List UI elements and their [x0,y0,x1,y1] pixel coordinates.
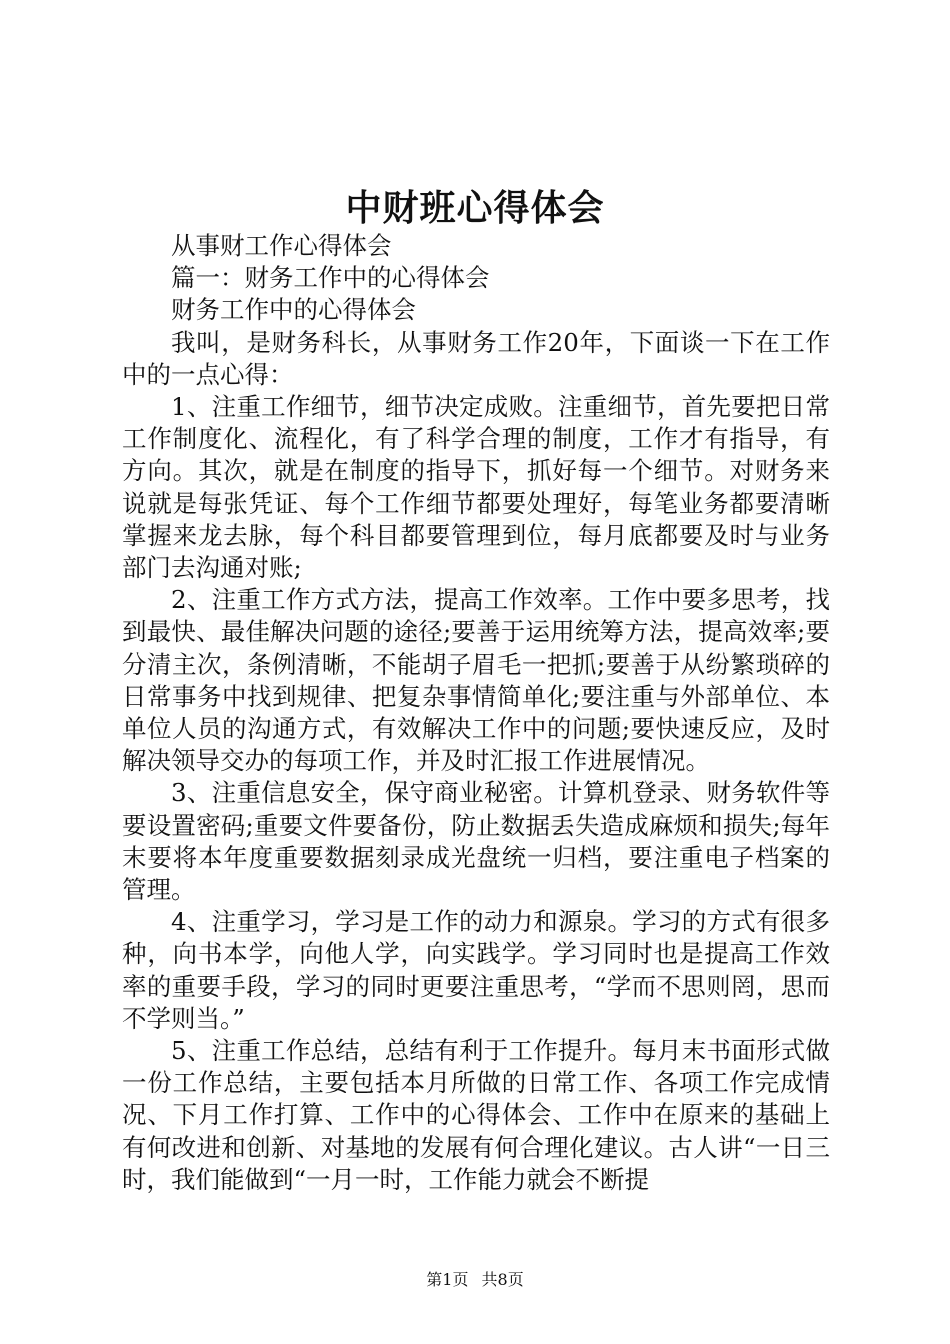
paragraph-point-3: 3、注重信息安全，保守商业秘密。计算机登录、财务软件等要设置密码;重要文件要备份，防止数据丢失造成麻烦和损失;每年末要将本年度重要数据刻录成光盘统一归档，要注重电子档案的管理。 [122,778,830,905]
page-total: 共8页 [481,1270,524,1289]
paragraph-section-heading: 篇一：财务工作中的心得体会 [171,263,490,293]
paragraph-point-2: 2、注重工作方式方法，提高工作效率。工作中要多思考，找到最快、最佳解决问题的途径;要善于运用统筹方法，提高效率;要分清主次，条例清晰，不能胡子眉毛一把抓;要善于从纷繁琐碎的日常事务中找到规律、把复杂事情简单化;要注重与外部单位、本单位人员的沟通方式，有效解决工作中的问题;要快速反应，及时解决领导交办的每项工作，并及时汇报工作进展情况。 [122,585,830,776]
paragraph-subtitle: 从事财工作心得体会 [171,231,392,260]
paragraph-intro: 我叫，是财务科长，从事财务工作20年，下面谈一下在工作中的一点心得： [122,327,830,389]
paragraph-point-1: 1、注重工作细节，细节决定成败。注重细节，首先要把日常工作制度化、流程化，有了科学合理的制度，工作才有指导，有方向。其次，就是在制度的指导下，抓好每一个细节。对财务来说就是每张凭证、每个工作细节都要处理好，每笔业务都要清晰掌握来龙去脉，每个科目都要管理到位，每月底都要及时与业务部门去沟通对账; [122,392,830,583]
paragraph-point-5: 5、注重工作总结，总结有利于工作提升。每月末书面形式做一份工作总结，主要包括本月所做的日常工作、各项工作完成情况、下月工作打算、工作中的心得体会、工作中在原来的基础上有何改进和创新、对基地的发展有何合理化建议。古人讲“一日三时，我们能做到“一月一时，工作能力就会不断提 [122,1036,830,1194]
page-footer [0,1267,950,1290]
document-body [122,230,830,1196]
document-title: 中财班心得体会 [345,187,605,229]
page-number: 第1页 [426,1270,469,1289]
paragraph-section-title: 财务工作中的心得体会 [171,295,416,325]
paragraph-point-4: 4、注重学习，学习是工作的动力和源泉。学习的方式有很多种，向书本学，向他人学，向实践学。学习同时也是提高工作效率的重要手段，学习的同时更要注重思考，“学而不思则罔，思而不学则当。” [122,907,830,1033]
